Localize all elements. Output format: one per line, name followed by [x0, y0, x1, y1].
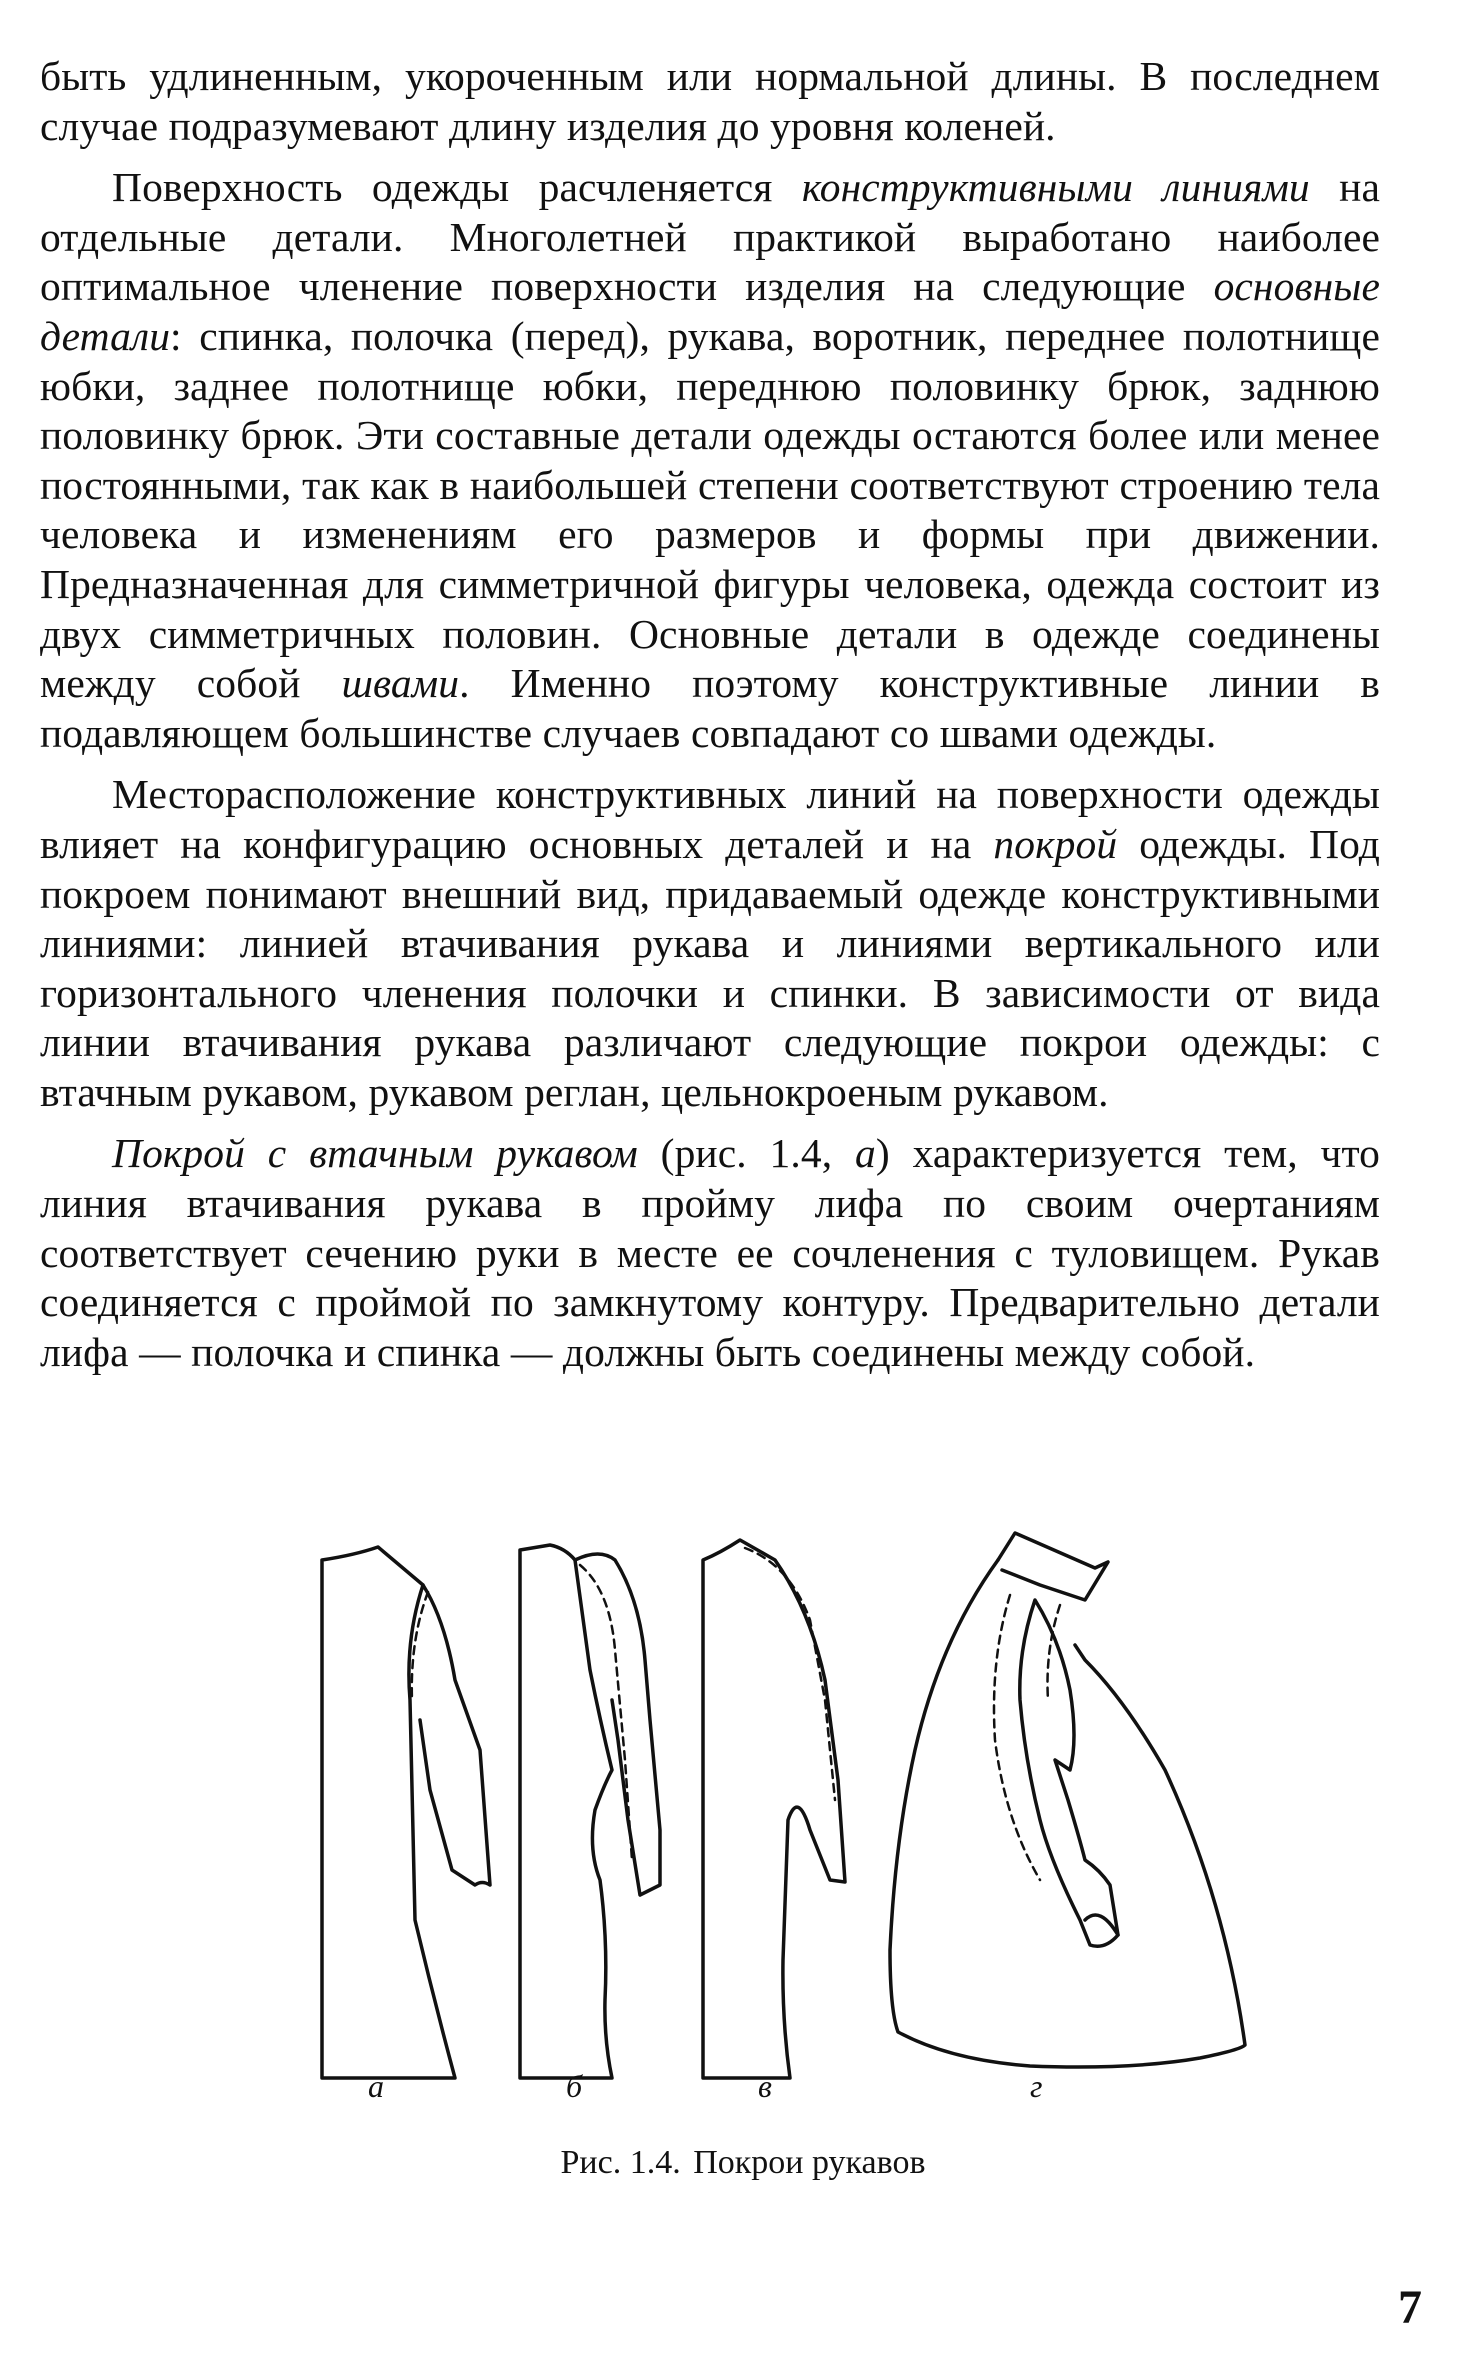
garment-a-sleeve-outline: [420, 1585, 490, 1885]
page-number: 7: [1398, 2281, 1422, 2334]
garment-a-seam-line: [412, 1592, 428, 1700]
label-g: г: [1030, 2068, 1043, 2104]
garment-d-cuff: [1085, 1915, 1118, 1935]
italic-term: Покрой с втачным рукавом: [112, 1130, 638, 1177]
paragraph-1: [40, 52, 1380, 151]
figure-caption-text: Покрои рукавов: [693, 2144, 926, 2181]
text-run: . Именно поэтому конструктивные линии в подавляющем большинстве случаев совпадают со швами одежды.: [40, 660, 1380, 756]
italic-term: а: [855, 1130, 876, 1177]
figure-caption-number: Рис. 1.4.: [560, 2144, 681, 2181]
garment-a-set-in-sleeve: [322, 1547, 490, 2078]
text-run: одежды. Под покроем понимают внешний вид, придаваемый одежде конструктивными линиями: линией втачивания рукава и линиями вертикального или горизонтального членения полочки и спинки. В зависимости от вида линии втачивания рукава различают следующие покрои одежды: с втачным рукавом, рукавом реглан, цельнокроеным рукавом.: [40, 820, 1380, 1115]
label-a: а: [368, 2068, 384, 2104]
text-run: быть удлиненным, укороченным или нормальной длины. В последнем случае подразумевают длину изделия до уровня коленей.: [40, 53, 1380, 149]
paragraph-4: [40, 1129, 1380, 1377]
text-run: Месторасположение конструктивных линий на поверхности одежды влияет на конфигурацию основных деталей и на: [40, 771, 1380, 867]
text-run: ) характеризуется тем, что линия втачивания рукава в пройму лифа по своим очертаниям соответствует сечению руки в месте ее сочленения с туловищем. Рукав соединяется с проймой по замкнутому контуру. Предварительно детали лифа — полочка и спинка — должны быть соединены между собой.: [40, 1130, 1381, 1375]
garment-d-coat-with-collar: [890, 1533, 1245, 2067]
figure-caption: [0, 2144, 1482, 2182]
garment-c-body-outline: [703, 1540, 845, 2078]
paragraph-3: [40, 770, 1380, 1117]
paragraph-2: [40, 163, 1380, 758]
text-run: (рис. 1.4,: [637, 1130, 855, 1177]
garment-c-kimono-sleeve: [703, 1540, 845, 2078]
garment-d-sleeve-outline: [1020, 1600, 1118, 1946]
garment-b-raglan-sleeve: [520, 1545, 660, 2078]
italic-term: швами: [341, 660, 460, 707]
garment-b-sleeve-outline: [575, 1554, 660, 1895]
garment-d-seam-line: [994, 1595, 1040, 1880]
figure-sleeve-cuts: [300, 1505, 1440, 2095]
garment-d-body-outline: [890, 1560, 1245, 2067]
text-run: : спинка, полочка (перед), рукава, воротник, переднее полотнище юбки, заднее полотнище юбки, переднюю половинку брюк, заднюю половинку брюк. Эти составные детали одежды остаются более или менее постоянными, так как в наибольшей степени соответствуют строению тела человека и изменениям его размеров и формы при движении. Предназначенная для симметричной фигуры человека, одежда состоит из двух симметричных половин. Основные детали в одежде соединены между собой: [40, 312, 1380, 707]
garment-d-collar: [998, 1533, 1108, 1600]
garment-b-body-outline: [520, 1545, 612, 2078]
garment-b-seam-line: [580, 1565, 632, 1860]
figure-labels: [0, 2068, 1482, 2118]
italic-term: основные детали: [40, 263, 1380, 359]
body-text: [40, 52, 1380, 1389]
label-v: в: [758, 2068, 772, 2104]
text-run: на отдельные детали. Многолетней практикой выработано наиболее оптимальное членение поверхности изделия на следующие: [40, 164, 1380, 310]
text-run: Поверхность одежды расчленяется: [112, 164, 802, 211]
italic-term: конструктивными линиями: [801, 164, 1310, 211]
sleeve-cuts-illustration: [300, 1505, 1440, 2095]
italic-term: покрой: [993, 820, 1118, 867]
label-b: б: [566, 2068, 583, 2104]
